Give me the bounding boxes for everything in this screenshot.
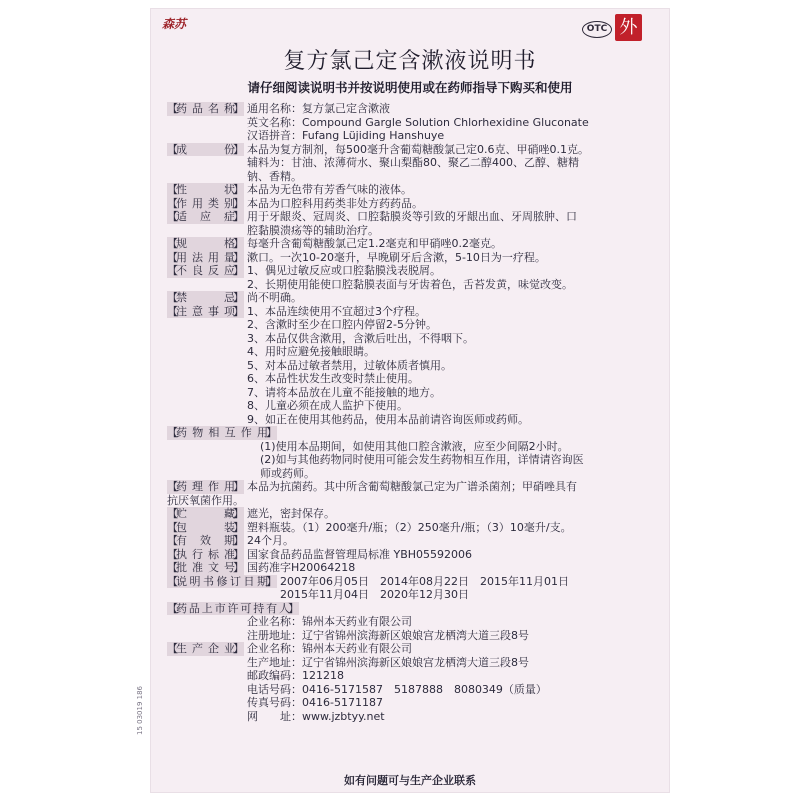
- label-text: [176, 210, 235, 224]
- footer-contact: 如有问题可与生产企业联系: [344, 774, 476, 787]
- label-char: 行: [192, 547, 203, 561]
- line: 本品为无色带有芳香气味的液体。: [247, 183, 412, 196]
- label-char: 用: [256, 426, 268, 439]
- line: 生产地址：辽宁省锦州滨海新区娘娘宫龙栖湾大道三段8号: [247, 655, 529, 669]
- label-char: 称: [224, 102, 235, 115]
- label-text: [176, 291, 235, 305]
- section-adverse: [167, 264, 664, 291]
- label-char: 执: [176, 547, 187, 561]
- label-char: 理: [192, 480, 203, 493]
- label-char: 用: [208, 250, 219, 264]
- section-label: 【 说 明 书 修 订 日 期 】: [167, 574, 277, 588]
- label-char: 反: [208, 264, 219, 277]
- line: 英文名称：Compound Gargle Solution Chlorhexidine Gluconate: [247, 115, 589, 129]
- label-char: 份: [224, 142, 235, 156]
- label-char: 日: [243, 574, 255, 588]
- label-char: 有: [266, 601, 278, 615]
- line: 2007年06月05日 2014年08月22日 2015年11月01日: [280, 574, 569, 588]
- label-char: 物: [192, 426, 204, 439]
- label-text: [176, 534, 235, 548]
- line: 1、本品连续使用不宜超过3个疗程。: [247, 304, 426, 318]
- line: 国家食品药品监督管理局标准 YBH05592006: [247, 547, 473, 561]
- section-storage: [167, 507, 664, 521]
- section-standard: [167, 548, 664, 562]
- label-char: 有: [176, 534, 187, 547]
- section-label: 【 药 物 相 互 作 用 】: [167, 426, 277, 439]
- label-char: 法: [192, 250, 203, 264]
- section-pharmacology: [167, 480, 664, 507]
- line: 24个月。: [247, 534, 294, 547]
- label-char: 药: [176, 426, 187, 439]
- line: 网 址：www.jzbtyy.net: [247, 709, 385, 723]
- label-text: [176, 102, 235, 116]
- line: 9、如正在使用其他药品，使用本品前请咨询医师或药师。: [247, 412, 529, 426]
- section-precautions: [167, 305, 664, 427]
- label-char: 忌: [224, 291, 235, 304]
- section-appearance: [167, 183, 664, 197]
- line: 漱口。一次10-20毫升，早晚刷牙后含漱，5-10日为一疗程。: [247, 250, 546, 264]
- section-holder: [167, 602, 664, 643]
- line: 辅料为：甘油、浓薄荷水、聚山梨酯80、聚乙二醇400、乙醇、糖精: [247, 156, 579, 169]
- label-char: 作: [240, 426, 252, 439]
- label-text: [176, 264, 235, 278]
- line: 塑料瓶装。（1）200毫升/瓶；（2）250毫升/瓶；（3）10毫升/支。: [247, 520, 572, 534]
- section-spec: [167, 237, 664, 251]
- label-char: 别: [224, 196, 235, 210]
- label-char: 状: [224, 183, 235, 196]
- section-label: 【 不 良 反 应 】: [167, 264, 244, 277]
- label-char: 格: [224, 237, 235, 250]
- label-char: 持: [253, 601, 265, 615]
- section-label: 【 批 准 文 号 】: [167, 561, 244, 574]
- label-text: [176, 642, 235, 656]
- label-char: 量: [224, 250, 235, 264]
- label-text: [176, 305, 235, 319]
- line: 腔黏膜溃疡等的辅助治疗。: [247, 223, 379, 237]
- label-text: [176, 480, 235, 494]
- section-name: [167, 102, 664, 143]
- section-usage: [167, 251, 664, 265]
- label-char: 许: [227, 601, 239, 615]
- line: 每毫升含葡萄糖酸氯己定1.2毫克和甲硝唑0.2毫克。: [247, 237, 502, 250]
- section-manufacturer: [167, 642, 664, 723]
- section-contraindications: [167, 291, 664, 305]
- label-char: 互: [224, 426, 236, 439]
- label-char: 业: [224, 642, 235, 655]
- label-text: [176, 183, 235, 197]
- label-text: [176, 507, 235, 521]
- label-char: 效: [200, 534, 211, 547]
- line: 遮光，密封保存。: [247, 507, 335, 520]
- page-title: 复方氯己定含漱液说明书: [283, 49, 537, 74]
- line: 通用名称：复方氯己定含漱液: [247, 102, 390, 115]
- label-text: [176, 602, 290, 616]
- section-label: 【 注 意 事 项 】: [167, 304, 244, 318]
- line: 师或药师。: [260, 466, 315, 480]
- label-char: 品: [192, 102, 203, 115]
- line: (2)如与其他药物同时使用可能会发生药物相互作用，详情请咨询医: [260, 453, 584, 466]
- label-char: 作: [208, 480, 219, 493]
- label-char: 准: [192, 561, 203, 574]
- section-indications: [167, 210, 664, 237]
- line: 用于牙龈炎、冠周炎、口腔黏膜炎等引致的牙龈出血、牙周脓肿、口: [247, 210, 577, 223]
- section-label: 【 禁 忌 】: [167, 291, 244, 304]
- label-char: 包: [176, 520, 187, 534]
- label-char: 性: [176, 183, 187, 196]
- otc-badge: OTC: [582, 21, 612, 38]
- label-text: [176, 197, 235, 211]
- page-subtitle: 请仔细阅读说明书并按说明使用或在药师指导下购买和使用: [247, 80, 573, 95]
- line: 1、偶见过敏反应或口腔黏膜浅表脱屑。: [247, 264, 441, 277]
- label-char: 规: [176, 237, 187, 250]
- line: 3、本品仅供含漱用，含漱后吐出，不得咽下。: [247, 331, 474, 345]
- label-char: 期: [257, 574, 268, 588]
- label-char: 用: [192, 196, 203, 210]
- section-label: 【 包 装 】: [167, 520, 244, 534]
- line: 2、长期使用能使口腔黏膜表面与牙齿着色，舌苔发黄，味觉改变。: [247, 277, 573, 291]
- label-char: 可: [240, 601, 252, 615]
- line: 4、用时应避免接触眼睛。: [247, 345, 375, 358]
- label-char: 不: [176, 264, 187, 277]
- line: 5、对本品过敏者禁用，过敏体质者慎用。: [247, 358, 452, 372]
- line: 钠、香精。: [247, 169, 302, 183]
- label-char: 应: [200, 210, 211, 223]
- line: 尚不明确。: [247, 291, 302, 304]
- label-char: 产: [192, 642, 203, 655]
- section-package: [167, 521, 664, 535]
- section-label: 【 药 品 上 市 许 可 持 有 人 】: [167, 601, 299, 615]
- label-char: 人: [279, 601, 290, 615]
- line: 电话号码：0416-5171587 5187888 8080349（质量）: [247, 682, 547, 696]
- label-char: 作: [176, 196, 187, 210]
- line: 邮政编码：121218: [247, 669, 344, 682]
- label-text: [176, 143, 235, 157]
- label-char: 藏: [224, 507, 235, 520]
- line: 本品为抗菌药。其中所含葡萄糖酸氯己定为广谱杀菌剂；甲硝唑具有: [247, 480, 577, 493]
- section-revision: [167, 575, 664, 602]
- label-char: 书: [203, 574, 214, 588]
- label-char: 适: [176, 210, 187, 223]
- label-char: 生: [176, 642, 187, 655]
- label-char: 成: [176, 142, 187, 156]
- brand-logo: 森苏: [162, 17, 187, 31]
- label-char: 品: [188, 601, 200, 615]
- label-text: [176, 521, 235, 535]
- line: 本品为复方制剂，每500毫升含葡萄糖酸氯己定0.6克、甲硝唑0.1克。: [247, 142, 589, 156]
- label-char: 号: [224, 561, 235, 574]
- section-category: [167, 197, 664, 211]
- label-char: 企: [208, 642, 219, 655]
- section-label: 【 性 状 】: [167, 183, 244, 196]
- label-char: 明: [189, 574, 201, 588]
- label-char: 药: [176, 601, 187, 615]
- label-text: [176, 548, 235, 562]
- section-label: 【 规 格 】: [167, 237, 244, 250]
- label-char: 应: [224, 264, 235, 277]
- label-char: 项: [224, 304, 235, 318]
- line: 2015年11月04日 2020年12月30日: [280, 588, 469, 601]
- label-char: 说: [176, 574, 187, 588]
- label-char: 良: [192, 264, 203, 277]
- label-char: 贮: [176, 507, 187, 520]
- label-char: 上: [201, 601, 213, 615]
- label-char: 市: [214, 601, 226, 615]
- line: 抗厌氧菌作用。: [167, 493, 244, 507]
- label-char: 用: [176, 250, 187, 264]
- line: 本品为口腔科用药类非处方药药品。: [247, 196, 423, 210]
- line: 6、本品性状发生改变时禁止使用。: [247, 372, 419, 385]
- line: (1)使用本品期间，如使用其他口腔含漱液，应至少间隔2小时。: [260, 439, 569, 453]
- label-text: [176, 251, 235, 265]
- line: 注册地址：辽宁省锦州滨海新区娘娘宫龙栖湾大道三段8号: [247, 628, 529, 642]
- section-interactions: [167, 426, 664, 480]
- label-char: 装: [224, 520, 235, 534]
- line: 传真号码：0416-5171187: [247, 696, 383, 709]
- label-char: 相: [208, 426, 220, 439]
- instruction-sheet: [150, 8, 670, 793]
- line: 8、儿童必须在成人监护下使用。: [247, 399, 408, 412]
- line: 企业名称：锦州本天药业有限公司: [247, 615, 412, 628]
- label-text: [176, 237, 235, 251]
- label-text: [176, 561, 235, 575]
- label-char: 期: [224, 534, 235, 547]
- label-char: 文: [208, 561, 219, 574]
- label-char: 用: [224, 480, 235, 493]
- label-char: 药: [176, 102, 187, 115]
- section-label: 【 药 品 名 称 】: [167, 102, 244, 115]
- label-char: 修: [216, 574, 228, 588]
- label-char: 药: [176, 480, 187, 493]
- label-char: 标: [208, 547, 219, 561]
- label-char: 类: [208, 196, 219, 210]
- print-code: 15 03019 186: [136, 686, 144, 735]
- section-label: 【 生 产 企 业 】: [167, 642, 244, 655]
- label-char: 注: [176, 304, 187, 318]
- sections: [167, 102, 664, 723]
- line: 国药准字H20064218: [247, 561, 356, 574]
- line: 企业名称：锦州本天药业有限公司: [247, 642, 412, 655]
- section-composition: [167, 143, 664, 184]
- label-char: 订: [230, 574, 241, 588]
- label-char: 意: [192, 304, 203, 318]
- line: 7、请将本品放在儿童不能接触的地方。: [247, 385, 441, 399]
- section-label: 【 成 份 】: [167, 142, 244, 156]
- label-char: 症: [224, 210, 235, 223]
- section-label: 【 有 效 期 】: [167, 534, 244, 547]
- label-char: 批: [176, 561, 187, 574]
- section-label: 【 用 法 用 量 】: [167, 250, 244, 264]
- label-text: [176, 426, 268, 440]
- line: 2、含漱时至少在口腔内停留2-5分钟。: [247, 318, 437, 331]
- label-char: 准: [224, 547, 235, 561]
- label-char: 名: [208, 102, 219, 115]
- section-label: 【 作 用 类 别 】: [167, 196, 244, 210]
- label-char: 事: [208, 304, 219, 318]
- section-label: 【 药 理 作 用 】: [167, 480, 244, 493]
- label-text: [176, 575, 268, 589]
- section-approval: [167, 561, 664, 575]
- section-label: 【 执 行 标 准 】: [167, 547, 244, 561]
- label-char: 禁: [176, 291, 187, 304]
- section-label: 【 贮 藏 】: [167, 507, 244, 520]
- section-label: 【 适 应 症 】: [167, 210, 244, 223]
- section-validity: [167, 534, 664, 548]
- external-use-badge: 外: [615, 14, 642, 41]
- line: 汉语拼音：Fufang Lüjiding Hanshuye: [247, 129, 445, 142]
